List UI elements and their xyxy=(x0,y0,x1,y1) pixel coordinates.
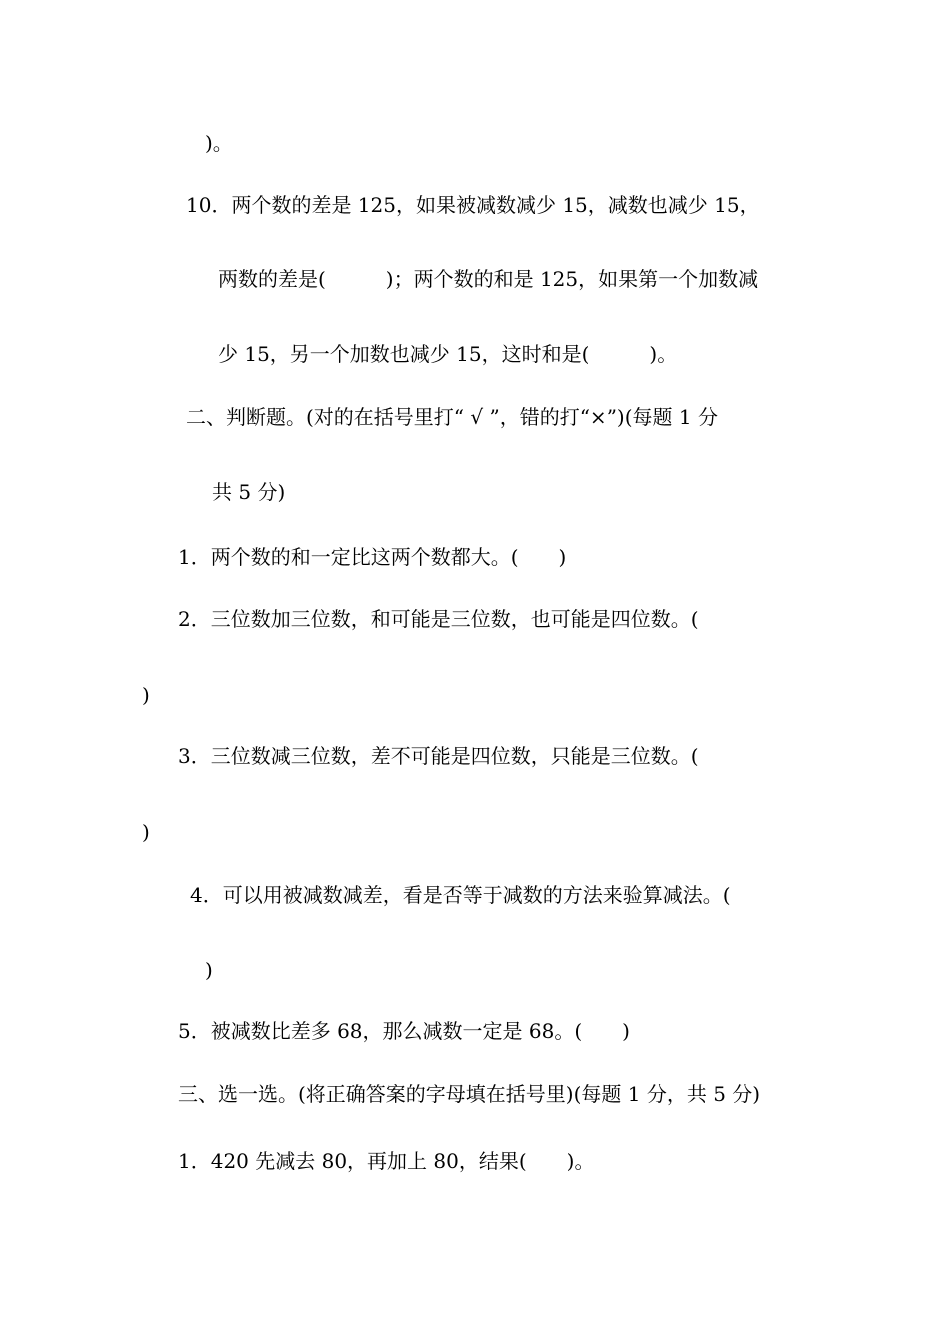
tf-item-2-close: ) xyxy=(142,683,150,707)
tf-item-4: 4．可以用被减数减差，看是否等于减数的方法来验算减法。( xyxy=(190,883,731,907)
tf-item-4-close: ) xyxy=(205,958,213,982)
q9-closing-fragment: )。 xyxy=(205,131,233,155)
q10-line-3: 少 15，另一个加数也减少 15，这时和是( )。 xyxy=(218,342,678,366)
section-2-heading-cont: 共 5 分) xyxy=(212,480,286,504)
tf-item-5: 5．被减数比差多 68，那么减数一定是 68。( ) xyxy=(178,1019,630,1043)
tf-item-3: 3．三位数减三位数，差不可能是四位数，只能是三位数。( xyxy=(178,744,699,768)
section-3-heading: 三、选一选。(将正确答案的字母填在括号里)(每题 1 分，共 5 分) xyxy=(178,1082,761,1106)
tf-item-1: 1．两个数的和一定比这两个数都大。( ) xyxy=(178,545,567,569)
mc-item-1: 1．420 先减去 80，再加上 80，结果( )。 xyxy=(178,1149,595,1173)
q10-line-2: 两数的差是( )；两个数的和是 125，如果第一个加数减 xyxy=(218,267,759,291)
section-2-heading: 二、判断题。(对的在括号里打“ √ ”，错的打“×”)(每题 1 分 xyxy=(186,405,718,429)
tf-item-2: 2．三位数加三位数，和可能是三位数，也可能是四位数。( xyxy=(178,607,699,631)
q10-line-1: 10．两个数的差是 125，如果被减数减少 15，减数也减少 15， xyxy=(186,193,760,217)
tf-item-3-close: ) xyxy=(142,820,150,844)
